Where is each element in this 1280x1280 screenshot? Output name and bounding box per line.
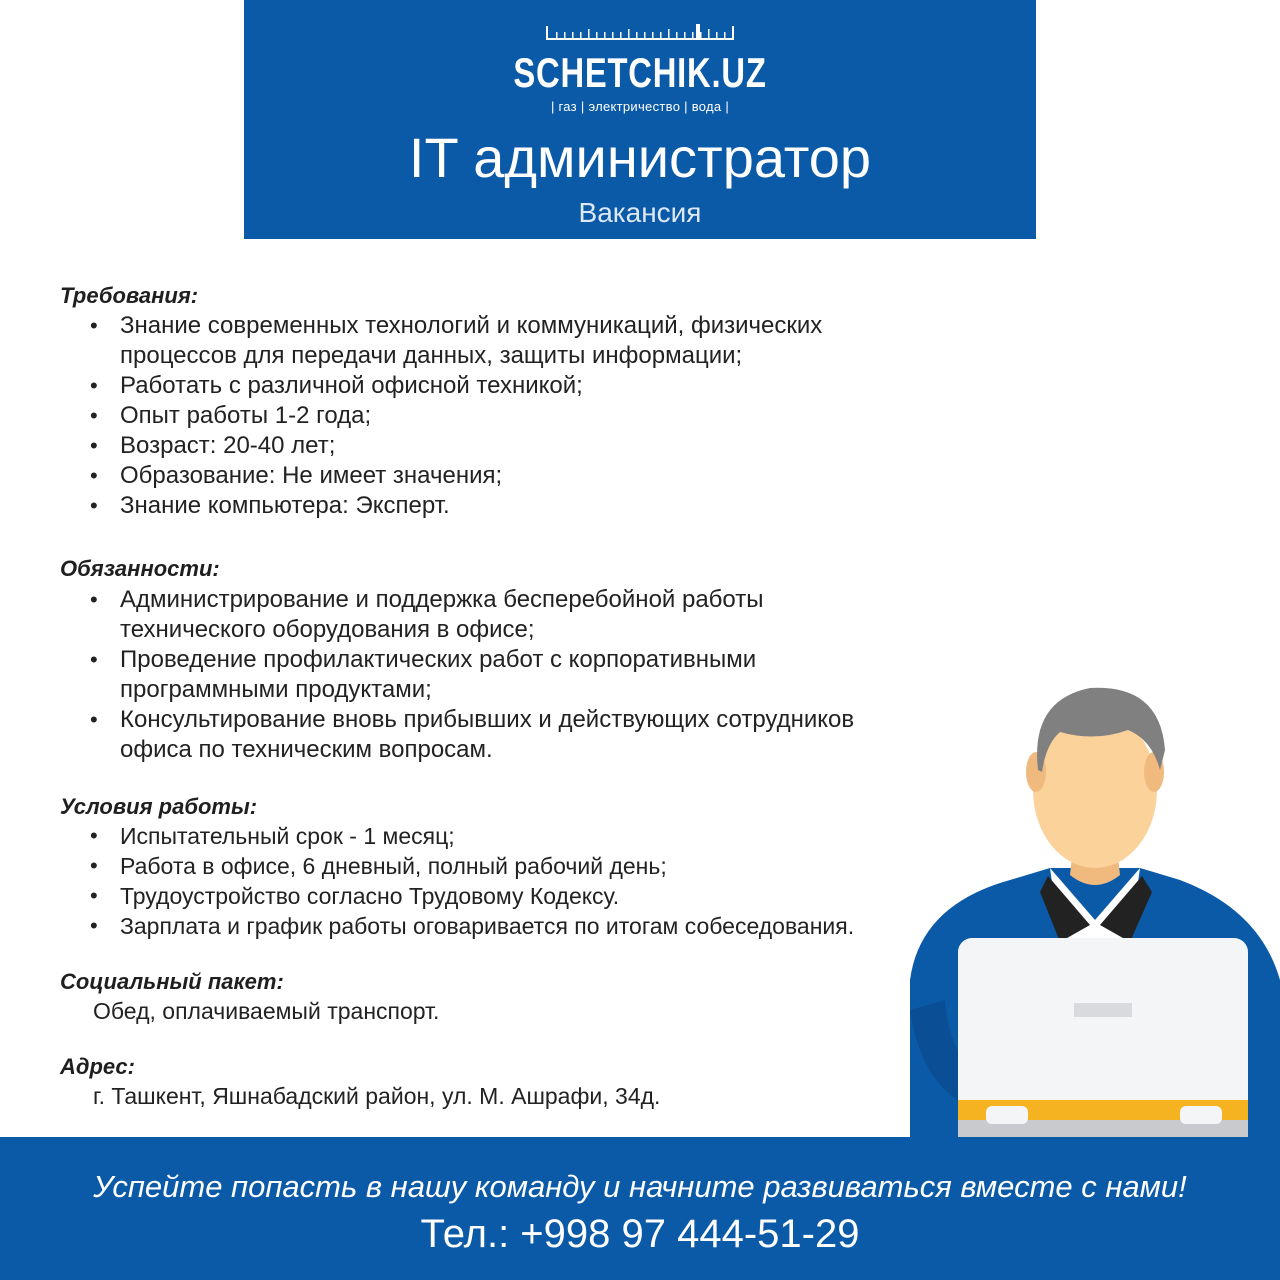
brand-logo-text: SCHETCHIK.UZ	[513, 49, 767, 96]
list-item: • Работать с различной офисной техникой;	[90, 371, 930, 401]
list-item: • Работа в офисе, 6 дневный, полный рабочий день;	[90, 851, 940, 881]
page-title: IT администратор	[408, 126, 872, 189]
list-item: • Трудоустройство согласно Трудовому Кодексу.	[90, 881, 940, 911]
footer-slogan: Успейте попасть в нашу команду и начните развиваться вместе с нами!	[93, 1169, 1187, 1204]
list-item: • Испытательный срок - 1 месяц;	[90, 821, 940, 851]
left-hand-shape	[986, 1106, 1028, 1124]
list-item: • Администрирование и поддержка бесперебойной работы технического оборудования в офисе;	[90, 585, 880, 645]
footer-banner	[0, 1137, 1280, 1280]
list-item: • Проведение профилактических работ с корпоративными программными продуктами;	[90, 645, 880, 705]
requirements-heading: Требования:	[60, 283, 199, 308]
list-item: • Опыт работы 1-2 года;	[90, 401, 930, 431]
meter-scale-icon	[546, 24, 734, 42]
list-item: • Возраст: 20-40 лет;	[90, 431, 930, 461]
list-item: • Знание компьютера: Эксперт.	[90, 491, 930, 521]
address-text: г. Ташкент, Яшнабадский район, ул. М. Ашрафи, 34д.	[93, 1083, 661, 1109]
list-item: • Консультирование вновь прибывших и действующих сотрудников офиса по техническим вопросам.	[90, 705, 880, 765]
page-subtitle: Вакансия	[578, 197, 702, 228]
requirements-list	[90, 311, 930, 521]
laptop-logo-shape	[1074, 1003, 1132, 1017]
contact-phone: Тел.: +998 97 444-51-29	[420, 1212, 860, 1256]
social-heading: Социальный пакет:	[60, 969, 284, 994]
duties-list	[90, 585, 880, 765]
list-item: • Зарплата и график работы оговаривается по итогам собеседования.	[90, 911, 940, 941]
social-text: Обед, оплачиваемый транспорт.	[93, 998, 440, 1024]
conditions-list	[90, 821, 940, 941]
header-banner	[244, 0, 1036, 239]
right-hand-shape	[1180, 1106, 1222, 1124]
brand-tagline: | газ | электричество | вода |	[550, 99, 730, 114]
it-admin-illustration	[890, 680, 1280, 1140]
laptop-lid-shape	[958, 938, 1248, 1116]
address-heading: Адрес:	[60, 1054, 135, 1079]
conditions-heading: Условия работы:	[60, 794, 258, 819]
duties-heading: Обязанности:	[60, 556, 220, 581]
list-item: • Образование: Не имеет значения;	[90, 461, 930, 491]
list-item: • Знание современных технологий и коммуникаций, физических процессов для передачи данных, защиты информации;	[90, 311, 930, 371]
